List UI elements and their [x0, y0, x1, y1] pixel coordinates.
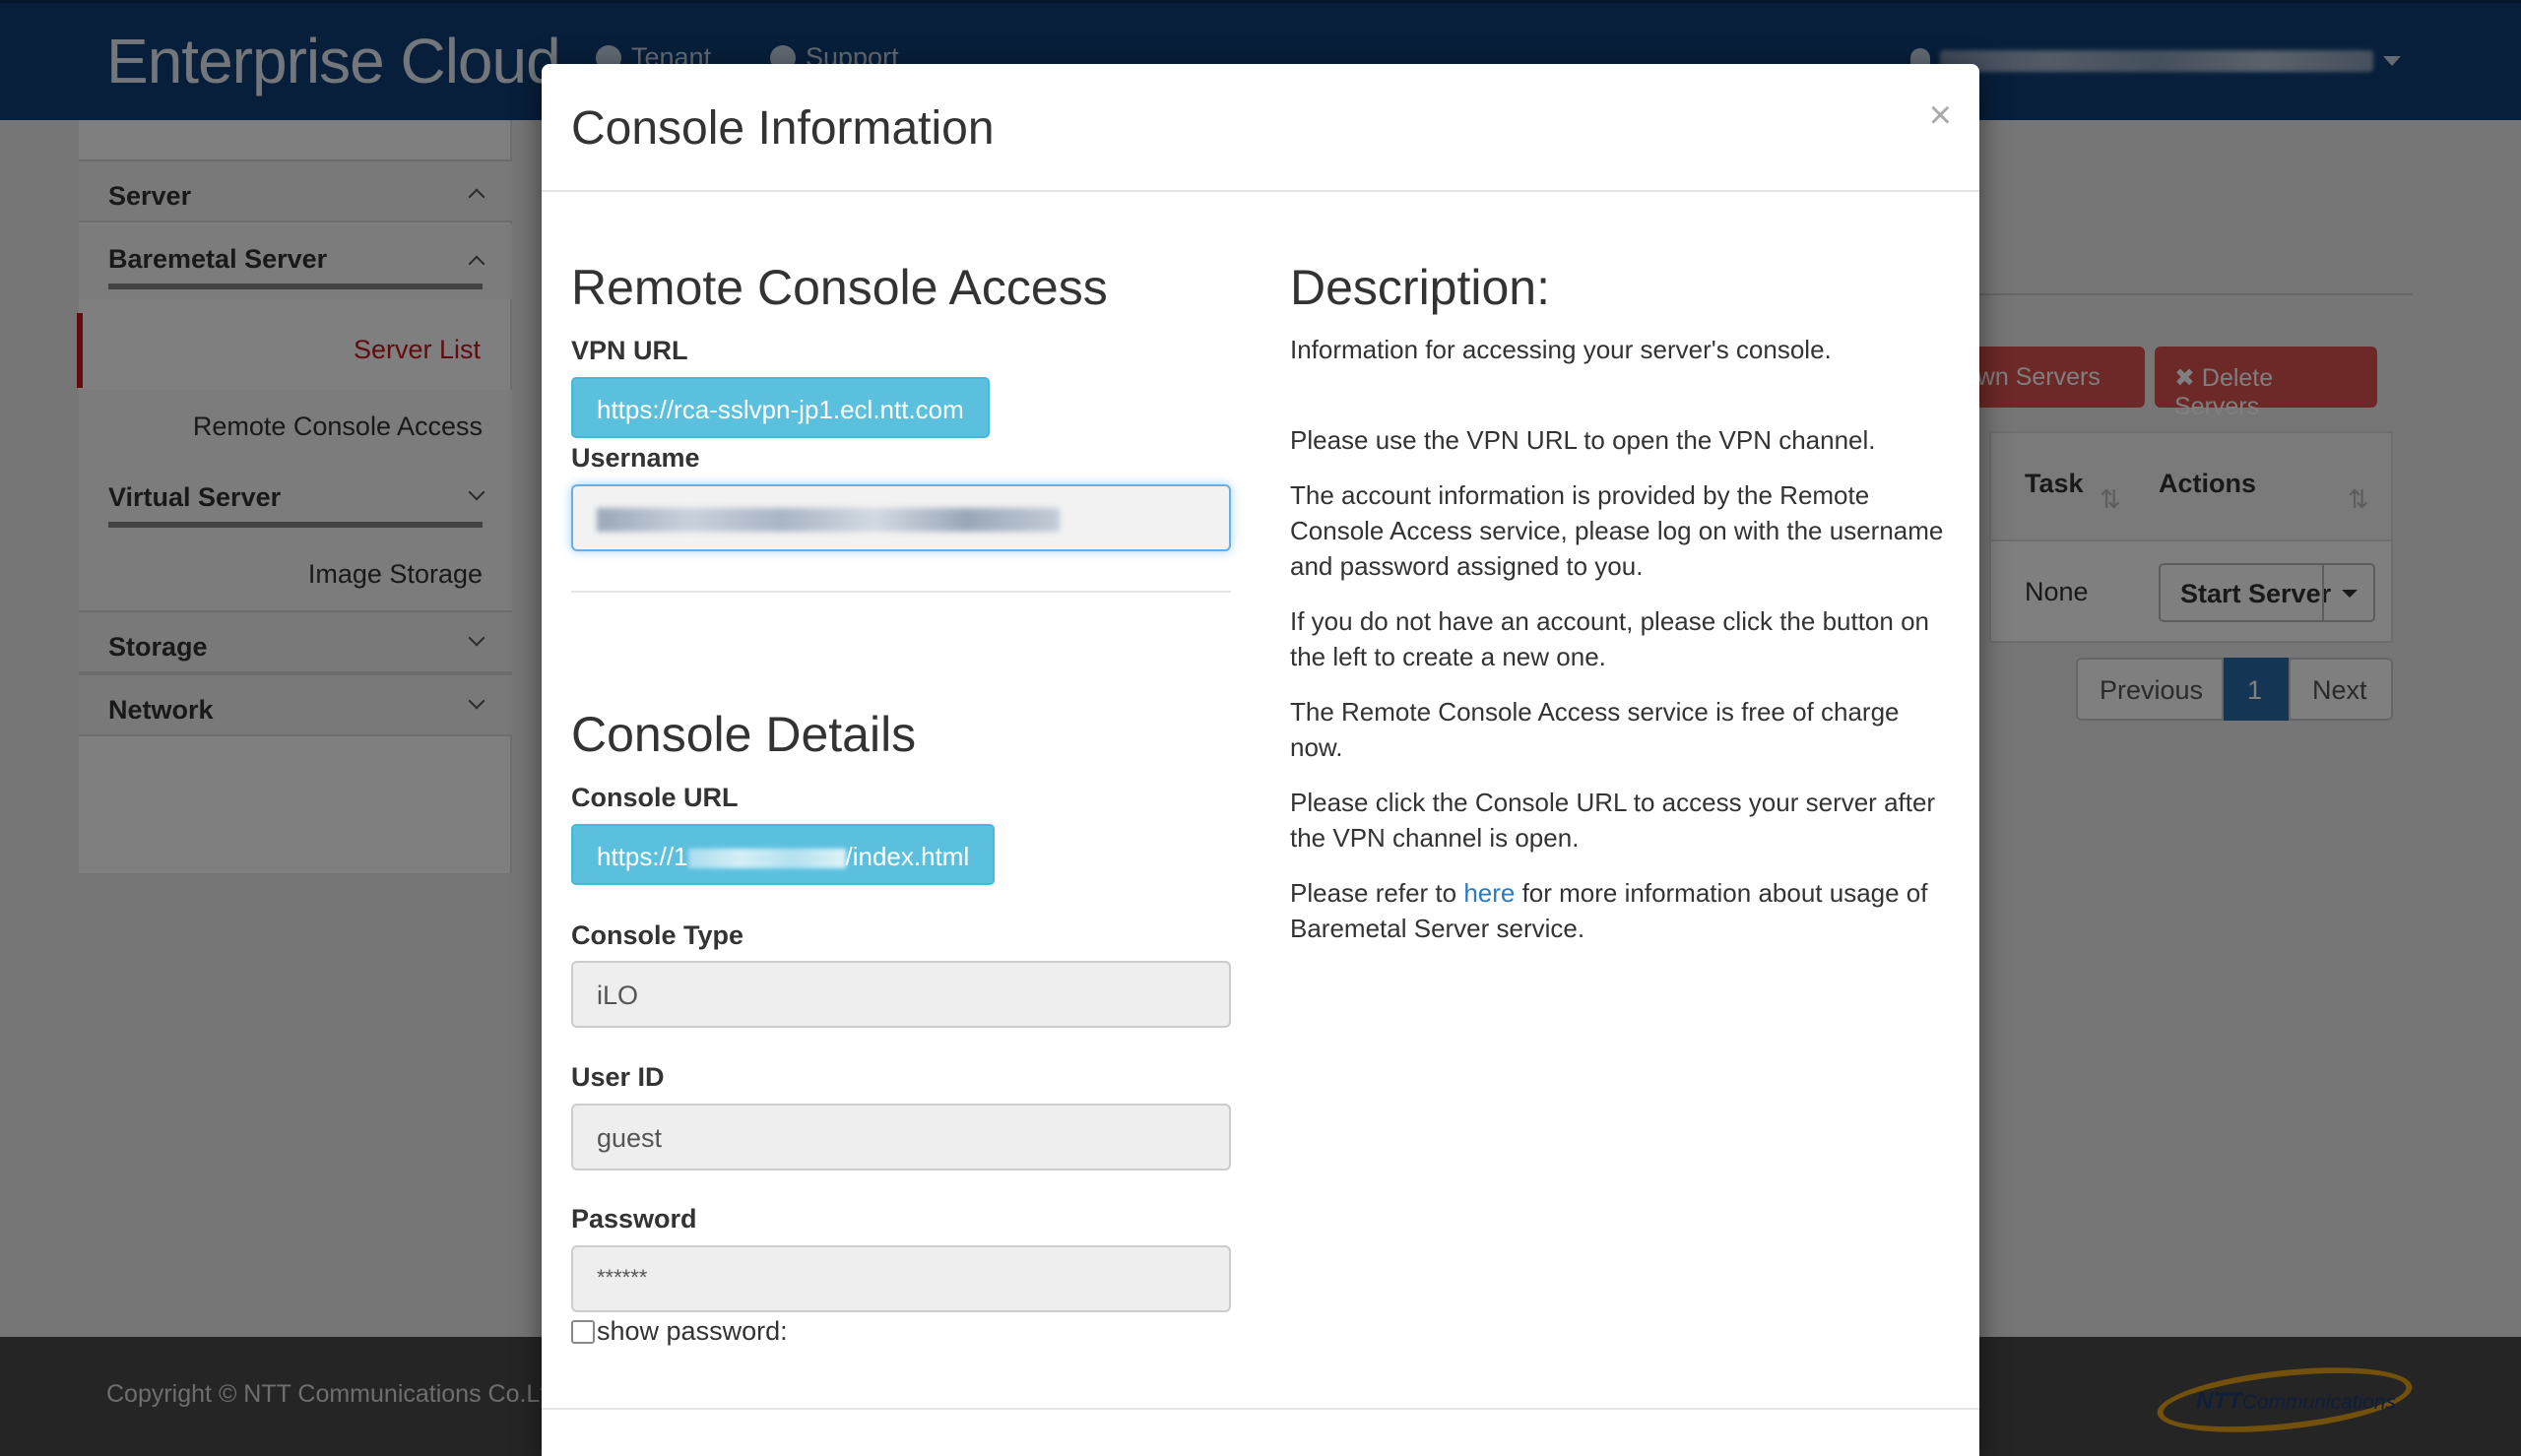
- description-paragraph: The account information is provided by the Remote Console Access service, please log on with the username and password assigned to you.: [1290, 480, 1944, 581]
- help-link[interactable]: here: [1463, 878, 1516, 908]
- redacted-ip: [688, 849, 846, 868]
- description-paragraph: Information for accessing your server's console.: [1290, 335, 1832, 364]
- console-url-button[interactable]: [571, 824, 995, 885]
- vpn-url-label: VPN URL: [571, 336, 688, 365]
- modal-header: [542, 64, 1979, 192]
- show-password-checkbox[interactable]: [571, 1320, 595, 1344]
- description-paragraph: Please use the VPN URL to open the VPN channel.: [1290, 425, 1876, 455]
- close-icon[interactable]: ×: [1928, 94, 1952, 137]
- help-text-after: for more information about usage of Baremetal Server service.: [1290, 878, 1928, 943]
- username-label: Username: [571, 443, 700, 473]
- show-password-row[interactable]: [571, 1316, 788, 1347]
- help-text-before: Please refer to: [1290, 878, 1464, 908]
- description-paragraph: Please click the Console URL to access your server after the VPN channel is open.: [1290, 788, 1936, 853]
- description-heading: Description:: [1290, 260, 1550, 315]
- console-url-suffix: /index.html: [845, 842, 970, 871]
- show-password-label: show password:: [597, 1316, 788, 1346]
- console-url-prefix: https://1: [597, 842, 688, 871]
- modal-title: Console Information: [571, 102, 995, 155]
- vpn-url-button[interactable]: https://rca-sslvpn-jp1.ecl.ntt.com: [571, 377, 990, 438]
- modal-footer-divider: [542, 1408, 1979, 1410]
- console-information-modal: [542, 64, 1979, 1456]
- password-field[interactable]: ******: [571, 1245, 1231, 1312]
- console-details-heading: Console Details: [571, 707, 917, 762]
- console-url-label: Console URL: [571, 783, 739, 812]
- console-type-label: Console Type: [571, 920, 744, 950]
- description-paragraph: If you do not have an account, please click the button on the left to create a new one.: [1290, 606, 1929, 671]
- password-label: Password: [571, 1204, 697, 1234]
- console-type-field[interactable]: iLO: [571, 961, 1231, 1028]
- username-field[interactable]: [571, 484, 1231, 551]
- remote-console-heading: Remote Console Access: [571, 260, 1108, 315]
- description-paragraph: [1290, 875, 1950, 946]
- redacted-username-value: [597, 508, 1060, 532]
- description-paragraph: The Remote Console Access service is free of charge now.: [1290, 697, 1900, 762]
- user-id-field[interactable]: guest: [571, 1104, 1231, 1171]
- section-divider: [571, 591, 1231, 593]
- user-id-label: User ID: [571, 1062, 665, 1092]
